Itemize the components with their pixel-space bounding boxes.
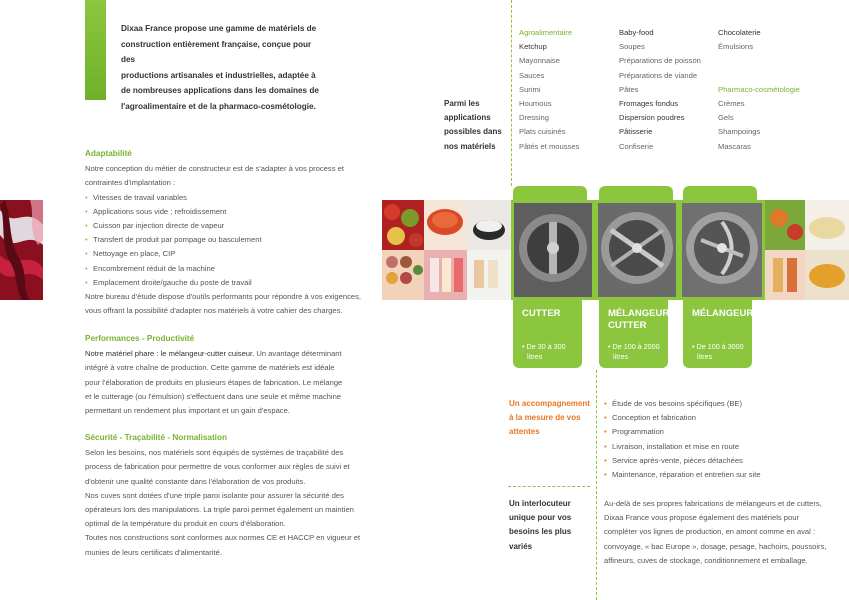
application-item: Dispersion poudres <box>619 113 685 123</box>
list-item: • Transfert de produit par pompage ou basculement <box>85 233 385 247</box>
list-item: • Nettoyage en place, CIP <box>85 247 385 261</box>
melangeur-cutter-photo <box>598 203 676 297</box>
application-item: Émulsions <box>718 42 754 52</box>
title-line: unique pour vos <box>509 513 572 523</box>
product-title: CUTTER <box>522 308 561 319</box>
list-item: • Vitesses de travail variables <box>85 191 385 205</box>
body-line: Toutes nos constructions sont conformes aux normes CE et HACCP en vigueur et <box>85 533 361 543</box>
title-line: Un interlocuteur <box>509 499 571 508</box>
list-item: • Service après-vente, pièces détachées <box>604 454 844 468</box>
application-item: Pâtes <box>619 84 639 94</box>
accent-bar <box>85 0 106 100</box>
list-item: • Encombrement réduit de la machine <box>85 262 385 276</box>
melangeur-photo <box>682 203 762 297</box>
guide-line <box>511 0 512 186</box>
body-line: munies de leurs certificats d'alimentarité. <box>85 547 222 557</box>
body-line: pour l'élaboration de produits en plusieurs étapes de fabrication. Le mélange <box>85 377 343 387</box>
body-line: et le cutterage (ou l'émulsion) s'effectuent dans une seule et même machine <box>85 391 342 401</box>
range-line: litres <box>613 352 629 361</box>
body-line: d'obtenir une qualité constante dans l'élaboration de vos produits. <box>85 476 306 486</box>
section-title: Sécurité - Traçabilité - Normalisation <box>85 433 227 442</box>
body-line: Nos cuves sont dotées d'une triple paroi isolante pour assurer la sécurité des <box>85 490 344 500</box>
label-line: Parmi les <box>444 99 480 108</box>
body-line: Selon les besoins, nos matériels sont équipés de systèmes de traçabilité des <box>85 448 344 458</box>
applications-col-2 <box>619 26 701 154</box>
label-line: possibles dans <box>444 127 502 137</box>
body-line: Au-delà de ses propres fabrications de mélangeurs et de cutters, <box>604 499 822 508</box>
range-line: • De 30 à 300 <box>522 342 566 351</box>
application-item: Surimi <box>519 84 541 94</box>
securite-section <box>85 431 385 560</box>
product-range <box>692 342 744 362</box>
application-item: Mascaras <box>718 141 751 151</box>
list-item: • Applications sous vide ; refroidissement <box>85 205 385 219</box>
section-title: Performances - Productivité <box>85 334 195 343</box>
title-line: Un accompagnement <box>509 399 590 408</box>
interlocuteur-title <box>509 497 595 554</box>
application-item <box>718 54 800 68</box>
intro-line: Dixaa France propose une gamme de matériels de <box>121 24 317 33</box>
product-card-cutter <box>513 300 582 368</box>
list-item: • Programmation <box>604 425 844 439</box>
machine-photos <box>511 200 765 300</box>
product-range <box>522 342 566 362</box>
application-item: Préparations de viande <box>619 70 698 80</box>
product-card-melangeur <box>683 300 752 368</box>
application-item: Préparations de poisson <box>619 56 701 66</box>
applications-col-1 <box>519 26 579 154</box>
intro-line: l'agroalimentaire et de la pharmaco-cosmétologie. <box>121 101 316 111</box>
services-list <box>604 397 844 482</box>
body-line: process de fabrication pour permettre de vous conformer aux règles de suivi et <box>85 462 350 472</box>
section-title: Adaptabilité <box>85 149 132 158</box>
list-item: • Conception et fabrication <box>604 411 844 425</box>
application-item: Agroalimentaire <box>519 28 573 37</box>
range-line: • De 100 à 2000 <box>608 342 660 351</box>
body-line: Dixaa France vous propose également des matériels pour <box>604 513 800 523</box>
product-range <box>608 342 660 362</box>
application-item: Dressing <box>519 113 549 123</box>
list-item: • Étude de vos besoins spécifiques (BE) <box>604 397 844 411</box>
interlocuteur-text <box>604 497 844 568</box>
range-line: • De 100 à 3000 <box>692 342 744 351</box>
application-item: Confiserie <box>619 141 654 151</box>
range-line: litres <box>527 352 543 361</box>
application-item: Shampoings <box>718 127 761 137</box>
intro-line: construction entièrement française, conçue pour des <box>121 39 312 65</box>
title-line: à la mesure de vos <box>509 413 581 423</box>
performances-section <box>85 332 385 418</box>
applications-col-3 <box>718 26 800 154</box>
body-line: Notre conception du métier de constructeur est de s'adapter à vos process et <box>85 164 344 174</box>
intro-line: de nombreuses applications dans les domaines de <box>121 86 319 96</box>
list-item: • Maintenance, réparation et entretien sur site <box>604 468 844 482</box>
intro-paragraph <box>121 21 321 115</box>
cutter-photo <box>514 203 592 297</box>
title-line: attentes <box>509 427 540 437</box>
body-line: opérateurs lors des manipulations. La triple paroi permet également un maintien <box>85 505 354 515</box>
list-item: • Livraison, installation et mise en route <box>604 440 844 454</box>
fabric-photo <box>0 200 43 300</box>
adaptabilite-section <box>85 147 385 318</box>
intro-line: productions artisanales et industrielles, adaptée à <box>121 70 316 80</box>
application-item <box>718 69 800 83</box>
application-item: Houmous <box>519 99 552 109</box>
product-card-melangeur-cutter <box>599 300 668 368</box>
body-line: contraintes d'implantation : <box>85 178 176 188</box>
range-line: litres <box>697 352 713 361</box>
label-line: applications <box>444 113 491 123</box>
application-item: Gels <box>718 113 734 123</box>
application-item: Pâtés et mousses <box>519 141 580 151</box>
guide-line <box>508 486 590 487</box>
lead-text: Notre matériel phare : le mélangeur-cutter cuiseur. <box>85 349 255 359</box>
body-line: intégré à votre chaîne de production. Cette gamme de matériels est idéale <box>85 363 335 373</box>
title-line: besoins les plus variés <box>509 527 572 551</box>
body-line: affineurs, cuves de stockage, conditionnement et emballage. <box>604 555 808 565</box>
body-line: vous offrant la possibilité d'adapter nos matériels à votre cahier des charges. <box>85 306 343 316</box>
body-line: convoyage, « bac Europe », dosage, pesage, hachoirs, poussoirs, <box>604 541 827 551</box>
body-line: Un avantage déterminant <box>254 349 342 359</box>
application-item: Chocolaterie <box>718 28 761 37</box>
application-item: Sauces <box>519 70 545 80</box>
accompagnement-title <box>509 397 591 440</box>
application-item: Plats cuisinés <box>519 127 566 137</box>
label-line: nos matériels <box>444 141 496 151</box>
application-item: Soupes <box>619 42 645 52</box>
body-line: optimal de la température du produit en cours d'élaboration. <box>85 519 286 529</box>
application-item: Pâtisserie <box>619 127 653 137</box>
list-item: • Cuisson par injection directe de vapeur <box>85 219 385 233</box>
application-item: Ketchup <box>519 42 547 52</box>
body-line: permettant un rendement plus important et un gain d'espace. <box>85 406 290 416</box>
body-line: compléter vos lignes de production, en amont comme en aval : <box>604 527 816 537</box>
application-item: Mayonnaise <box>519 56 560 66</box>
list-item: • Emplacement droite/gauche du poste de travail <box>85 276 385 290</box>
application-item: Fromages fondus <box>619 99 679 109</box>
application-item: Baby-food <box>619 28 654 37</box>
feature-list <box>85 191 385 290</box>
body-line: Notre bureau d'étude dispose d'outils performants pour répondre à vos exigences, <box>85 292 362 302</box>
food-photo-right <box>765 200 849 300</box>
product-title: MÉLANGEUR CUTTER <box>608 308 670 331</box>
application-item: Pharmaco-cosmétologie <box>718 84 800 94</box>
product-title: MÉLANGEUR <box>692 308 754 319</box>
application-item: Crèmes <box>718 99 745 109</box>
food-photo-collage <box>382 200 511 300</box>
applications-label <box>444 97 504 154</box>
guide-line <box>596 370 597 600</box>
